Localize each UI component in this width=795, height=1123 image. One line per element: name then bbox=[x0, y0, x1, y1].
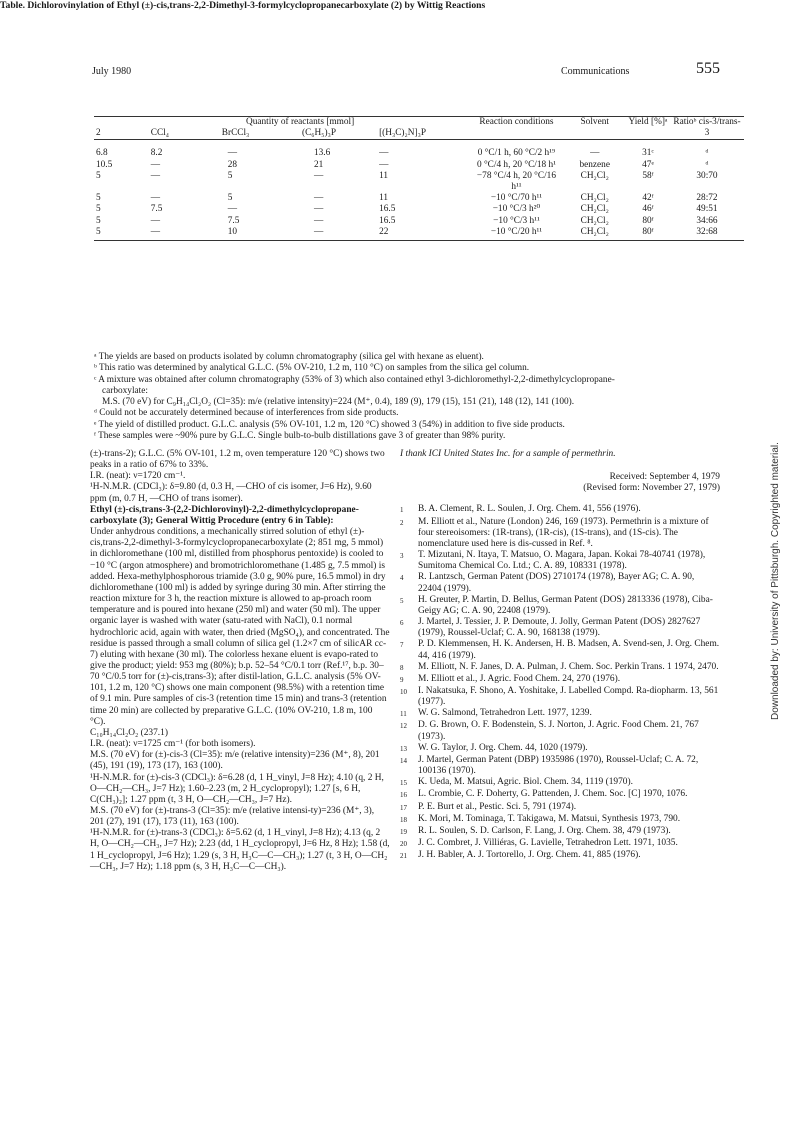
reference-text: P. D. Klemmensen, H. K. Andersen, H. B. Madsen, A. Svend-sen, J. Org. Chem. 44, 416 (1979). bbox=[418, 639, 720, 661]
reference-number: 3 bbox=[400, 552, 404, 561]
reference-number: 4 bbox=[400, 574, 404, 583]
reference-item bbox=[400, 595, 720, 617]
reference-text: W. G. Taylor, J. Org. Chem. 44, 1020 (1979). bbox=[418, 742, 588, 753]
reference-item bbox=[400, 838, 720, 850]
table-cell: 5 bbox=[96, 204, 101, 215]
table-cell: 11 bbox=[379, 170, 389, 181]
reference-text: K. Ueda, M. Matsui, Agric. Biol. Chem. 34, 1119 (1970). bbox=[418, 777, 633, 788]
reference-number: 21 bbox=[400, 852, 407, 861]
reference-item bbox=[400, 550, 720, 572]
table-cell: — bbox=[590, 148, 600, 159]
paragraph: ¹H-N.M.R. (CDCl₃): δ=9.80 (d, 0.3 H, —CHO of cis isomer, J=6 Hz), 9.60 ppm (m, 0.7 H, —CHO of trans isomer). bbox=[90, 482, 372, 504]
procedure-heading: Ethyl (±)-cis,trans-3-(2,2-Dichlorovinyl)-2,2-dimethylcyclopropane-carboxylate (3); General Wittig Procedure (entry 6 in Table): bbox=[90, 504, 359, 526]
table-cell: 49:51 bbox=[696, 204, 718, 215]
reference-item bbox=[400, 617, 720, 639]
table-cell: — bbox=[227, 148, 238, 159]
col-header: BrCCl₃ bbox=[221, 128, 250, 139]
paragraph: M.S. (70 eV) for (±)-cis-3 (Cl=35): m/e (relative intensity)=236 (M⁺, 8), 201 (45), 191 (19), 173 (17), 163 (100). bbox=[90, 750, 380, 772]
table-cell: 13.6 bbox=[313, 148, 331, 159]
table-cell: 5 bbox=[96, 193, 101, 204]
reference-number: 14 bbox=[400, 756, 407, 765]
reference-item bbox=[400, 662, 720, 674]
reference-item bbox=[400, 708, 720, 720]
reference-item bbox=[400, 826, 720, 838]
table-cell: −10 °C/70 h¹¹ bbox=[490, 193, 543, 204]
table-row bbox=[94, 216, 744, 227]
col-header: 2 bbox=[96, 128, 101, 139]
reference-item bbox=[400, 777, 720, 789]
table-cell: 16.5 bbox=[379, 204, 396, 215]
reference-item bbox=[400, 674, 720, 686]
reference-item bbox=[400, 572, 720, 594]
reference-number: 18 bbox=[400, 815, 407, 824]
reference-item bbox=[400, 504, 720, 516]
col-header: Ratioᵇ cis-3/trans-3 bbox=[673, 117, 741, 139]
watermark-text: Downloaded by: University of Pittsburgh. Copyrighted material. bbox=[770, 442, 781, 720]
reference-number: 15 bbox=[400, 779, 407, 788]
reference-number: 12 bbox=[400, 722, 407, 731]
col-header: (C₆H₅)₃P bbox=[301, 128, 336, 139]
table-cell: — bbox=[379, 148, 389, 159]
reference-item bbox=[400, 802, 720, 814]
table-cell: 28:72 bbox=[696, 193, 718, 204]
revised-date: (Revised form: November 27, 1979) bbox=[583, 483, 720, 494]
table-cell: −10 °C/20 h¹¹ bbox=[490, 226, 543, 237]
download-watermark bbox=[770, 180, 782, 720]
reference-number: 20 bbox=[400, 840, 407, 848]
reference-number: 19 bbox=[400, 827, 407, 836]
reference-number: 5 bbox=[400, 596, 404, 605]
table-cell: 0 °C/4 h, 20 °C/18 h¹ bbox=[476, 159, 556, 170]
table-cell: 31ᶜ bbox=[642, 148, 654, 159]
reference-number: 9 bbox=[400, 675, 404, 684]
footnote: ᶠ These samples were ~90% pure by G.L.C. Single bulb-to-bulb distillations gave 3 of greater than 98% purity. bbox=[94, 431, 506, 442]
reference-number: 11 bbox=[400, 710, 407, 719]
table-header-row bbox=[94, 117, 744, 129]
col-header: Solvent bbox=[580, 117, 609, 127]
table-cell: — bbox=[313, 170, 324, 181]
table-row bbox=[94, 148, 744, 159]
reference-number: 8 bbox=[400, 663, 404, 672]
running-date: July 1980 bbox=[92, 66, 132, 77]
table-cell: — bbox=[313, 204, 324, 215]
reference-item bbox=[400, 743, 720, 755]
table-cell: CH₂Cl₂ bbox=[580, 204, 609, 215]
table-cell: 10.5 bbox=[96, 159, 113, 170]
reference-number: 17 bbox=[400, 803, 407, 812]
reference-number: 6 bbox=[400, 619, 404, 628]
table-cell: 28 bbox=[227, 159, 238, 170]
table-cell: — bbox=[150, 215, 161, 226]
footnote: carboxylate: bbox=[102, 385, 148, 396]
reference-text: J. Martel, German Patent (DBP) 1935986 (1970), Roussel-Uclaf; C. A. 72, 100136 (1970). bbox=[418, 754, 699, 777]
table-cell: 8.2 bbox=[150, 148, 163, 159]
table-row bbox=[94, 193, 744, 204]
table-cell: 80ᶠ bbox=[642, 215, 654, 226]
reference-number: 1 bbox=[400, 506, 404, 515]
reference-number: 7 bbox=[400, 641, 404, 650]
table-cell: ᵈ bbox=[705, 159, 709, 170]
footnote: M.S. (70 eV) for C₉H₁₄Cl₂O₂ (Cl=35): m/e (relative intensity)=224 (M⁺, 0.4), 189 (9), 179 (15), 151 (21), 148 (12), 141 (100). bbox=[102, 397, 575, 408]
reference-text: P. E. Burt et al., Pestic. Sci. 5, 791 (1974). bbox=[418, 801, 577, 812]
paragraph: ¹H-N.M.R. for (±)-cis-3 (CDCl₃): δ=6.28 (d, 1 H_vinyl, J=8 Hz); 4.10 (q, 2 H, O—CH₂—CH₃, J=7 Hz); 1.60–2.23 (m, 2 H_cyclopropyl); 1.27 [s, 6 H, C(CH₃)₂]; 1.27 ppm (t, 3 H, O—CH₂—CH₃, J=7 Hz). bbox=[90, 772, 384, 805]
table-cell: −10 °C/3 h²⁰ bbox=[492, 204, 541, 215]
reference-text: I. Nakatsuka, F. Shono, A. Yoshitake, J. Labelled Compd. Ra-diopharm. 13, 561 (1977). bbox=[418, 685, 719, 708]
reference-number: 10 bbox=[400, 687, 407, 696]
col-header: CCl₄ bbox=[150, 128, 170, 139]
running-section: Communications bbox=[561, 66, 630, 77]
received-date: Received: September 4, 1979 bbox=[609, 472, 720, 483]
table-row bbox=[94, 171, 744, 193]
reference-text: T. Mizutani, N. Itaya, T. Matsuo, O. Magara, Japan. Kokai 78-40741 (1978), Sumitoma Chemical Co. Ltd.; C. A. 89, 108331 (1978). bbox=[418, 550, 706, 572]
table-cell: benzene bbox=[579, 159, 610, 170]
reference-item bbox=[400, 789, 720, 801]
acknowledgement: I thank ICI United States Inc. for a sample of permethrin. bbox=[400, 449, 616, 459]
table-cell: 11 bbox=[379, 193, 389, 204]
reference-text: H. Greuter, P. Martin, D. Bellus, German Patent (DOS) 2813336 (1978), Ciba-Geigy AG; C. A. 90, 22408 (1979). bbox=[418, 594, 713, 616]
right-column bbox=[400, 449, 720, 862]
table-cell: 16.5 bbox=[379, 215, 396, 226]
table-cell: 5 bbox=[227, 193, 233, 204]
table-cell: CH₂Cl₂ bbox=[580, 193, 609, 204]
footnote: ᵉ The yield of distilled product. G.L.C. analysis (5% OV-101, 1.2 m, 120 °C) showed 3 (54%) in addition to five side products. bbox=[94, 419, 565, 430]
paragraph: Under anhydrous conditions, a mechanically stirred solution of ethyl (±)-cis,trans-2,2-dimethyl-3-formylcyclopropanecarboxylate (2; 851 mg, 5 mmol) in dichloromethane (100 ml, distilled from phosphorus pentoxide) is cooled to −10 °C (argon atmosphere) and bromotrichloromethane (1.485 g, 7.5 mmol) is added. Hexa-methylphosphorous triamide (3.0 g, 90% pure, 16.5 mmol) in dry dichloromethane (100 ml) is added by syringe during 30 min. After stirring the reaction mixture for 3 h, the reaction mixture is allowed to ap-proach room temperature and is poured into hexane (250 ml) and water (50 ml). The upper organic layer is washed with water (satu-rated with NaCl), 0.1 normal hydrochloric acid, again with water, then dried (MgSO₄), and concentrated. The residue is passed through a small column of silica gel (1.2×7 cm of silicAR cc-7) eluting with hexane (30 ml). The colorless hexane eluent is evapo-rated to give the product; yield: 953 mg (80%); b.p. 52–54 °C/0.1 torr (Ref.¹⁷, b.p. 30–70 °C/0.5 torr for (±)-cis,trans-3); after distil-lation, G.L.C. analysis (5% OV-101, 1.2 m, 120 °C) shows one main component (98.5%) with a retention time of 9.1 min. Pure samples of cis-3 (retention time 15 min) and trans-3 (retention time 20 min) are collected by preparative G.L.C. (10% OV-210, 1.8 m, 100 °C). bbox=[90, 527, 390, 727]
col-header: [(H₃C)₂N]₃P bbox=[379, 128, 426, 139]
table-cell: 10 bbox=[227, 226, 238, 237]
reference-text: J. Martel, J. Tessier, J. P. Demoute, J. Jolly, German Patent (DOS) 2827627 (1979), Roussel-Uclaf; C. A. 90, 168138 (1979). bbox=[418, 617, 701, 639]
formula: C₁₀H₁₄Cl₂O₂ (237.1) bbox=[90, 727, 168, 738]
reference-item bbox=[400, 755, 720, 777]
table-cell: 42ᶠ bbox=[642, 193, 654, 204]
table-cell: — bbox=[150, 193, 161, 204]
reference-text: R. Lantzsch, German Patent (DOS) 2710174 (1978), Bayer AG; C. A. 90, 22404 (1979). bbox=[418, 572, 695, 594]
reference-text: L. Crombie, C. F. Doherty, G. Pattenden, J. Chem. Soc. [C] 1970, 1076. bbox=[418, 789, 688, 800]
paragraph: M.S. (70 eV) for (±)-trans-3 (Cl=35): m/e (relative intensi-ty)=236 (M⁺, 3), 201 (27), 191 (17), 173 (11), 163 (100). bbox=[90, 806, 375, 828]
table-cell: −78 °C/4 h, 20 °C/16 h¹¹ bbox=[476, 170, 556, 193]
table-cell: CH₂Cl₂ bbox=[580, 170, 609, 181]
table-cell: — bbox=[150, 226, 161, 237]
reference-text: R. L. Soulen, S. D. Carlson, F. Lang, J. Org. Chem. 38, 479 (1973). bbox=[418, 825, 671, 836]
table-caption: Table. Dichlorovinylation of Ethyl (±)-cis,trans-2,2-Dimethyl-3-formylcyclopropanecarboxylate (2) by Wittig Reactions bbox=[0, 0, 486, 11]
reference-text: J. C. Combret, J. Villiéras, G. Lavielle, Tetrahedron Lett. 1971, 1035. bbox=[418, 838, 678, 848]
table-row bbox=[94, 160, 744, 171]
table-cell: 30:70 bbox=[696, 170, 718, 181]
col-header: Yield [%]ᵃ bbox=[628, 117, 668, 127]
paragraph: I.R. (neat): ν=1725 cm⁻¹ (for both isomers). bbox=[90, 739, 256, 750]
reference-item bbox=[400, 686, 720, 708]
reference-number: 16 bbox=[400, 791, 407, 800]
footnote: ᵇ This ratio was determined by analytical G.L.C. (5% OV-210, 1.2 m, 110 °C) on samples from the silica gel column. bbox=[94, 363, 530, 374]
table-cell: 5 bbox=[96, 170, 101, 181]
table-cell: 21 bbox=[313, 159, 324, 170]
reference-text: B. A. Clement, R. L. Soulen, J. Org. Chem. 41, 556 (1976). bbox=[418, 504, 641, 515]
reference-item bbox=[400, 814, 720, 826]
table-cell: — bbox=[313, 193, 324, 204]
table-footnotes bbox=[94, 352, 744, 442]
footnote: ᵈ Could not be accurately determined because of interferences from side products. bbox=[94, 408, 399, 419]
table-cell: — bbox=[227, 204, 238, 215]
table-cell: 80ᶠ bbox=[642, 226, 654, 237]
reference-item bbox=[400, 850, 720, 862]
reference-text: J. H. Babler, A. J. Tortorello, J. Org. Chem. 41, 885 (1976). bbox=[418, 850, 641, 861]
table-cell: 34:66 bbox=[696, 215, 718, 226]
table-cell: 46ᶠ bbox=[642, 204, 654, 215]
table-cell: 6.8 bbox=[96, 148, 108, 159]
reference-item bbox=[400, 639, 720, 661]
paragraph: (±)-trans-2); G.L.C. (5% OV-101, 1.2 m, oven temperature 120 °C) shows two peaks in a ratio of 67% to 33%. bbox=[90, 449, 385, 471]
table-cell: 22 bbox=[379, 226, 389, 237]
reference-item bbox=[400, 517, 720, 550]
col-header: Reaction conditions bbox=[479, 117, 554, 127]
table-cell: CH₂Cl₂ bbox=[580, 226, 609, 237]
reference-text: M. Elliott et al., Nature (London) 246, 169 (1973). Permethrin is a mixture of four stereoisomers: (1R-trans), (1R-cis), (1S-trans), and (1S-cis). The nomenclature used here is dis-cussed in Ref. ⁸. bbox=[418, 516, 709, 549]
table-cell: 7.5 bbox=[150, 204, 163, 215]
table-cell: ᵈ bbox=[705, 148, 709, 159]
reference-number: 2 bbox=[400, 518, 404, 527]
table-cell: — bbox=[150, 170, 161, 181]
table-cell: 5 bbox=[96, 226, 101, 237]
reference-number: 13 bbox=[400, 744, 407, 753]
reference-item bbox=[400, 720, 720, 742]
table-cell: 5 bbox=[227, 170, 233, 181]
data-table bbox=[94, 116, 744, 241]
table-cell: — bbox=[313, 215, 324, 226]
table-cell: 32:68 bbox=[696, 226, 718, 237]
table-cell: — bbox=[150, 159, 161, 170]
table-row bbox=[94, 227, 744, 238]
table-row bbox=[94, 204, 744, 215]
page-number: 555 bbox=[696, 60, 720, 77]
reference-list bbox=[400, 504, 720, 862]
paragraph: I.R. (neat): ν=1720 cm⁻¹. bbox=[90, 471, 186, 482]
reference-text: M. Elliott, N. F. Janes, D. A. Pulman, J. Chem. Soc. Perkin Trans. 1 1974, 2470. bbox=[418, 661, 719, 672]
footnote: ᵃ The yields are based on products isolated by column chromatography (silica gel with hexane as eluent). bbox=[94, 352, 484, 362]
table-cell: 58ᶠ bbox=[642, 170, 654, 181]
table-cell: 0 °C/1 h, 60 °C/2 h¹⁹ bbox=[477, 148, 556, 159]
left-column bbox=[90, 449, 390, 873]
paragraph: ¹H-N.M.R. for (±)-trans-3 (CDCl₃): δ=5.62 (d, 1 H_vinyl, J=8 Hz); 4.13 (q, 2 H, O—CH₂—CH₃, J=7 Hz); 2.23 (dd, 1 H_cyclopropyl, J=6 Hz, 8 Hz); 1.58 (d, 1 H_cyclopropyl, J=6 Hz); 1.29 (s, 3 H, H₃C—C—CH₃); 1.27 (t, 3 H, O—CH₂—CH₃, J=7 Hz); 1.18 ppm (s, 3 H, H₃C—C—CH₃). bbox=[90, 828, 390, 872]
table-cell: 5 bbox=[96, 215, 101, 226]
reference-text: M. Elliott et al., J. Agric. Food Chem. 24, 270 (1976). bbox=[418, 673, 621, 684]
reference-text: K. Mori, M. Tominaga, T. Takigawa, M. Matsui, Synthesis 1973, 790. bbox=[418, 813, 681, 824]
table-cell: — bbox=[379, 159, 389, 170]
table-cell: −10 °C/3 h¹¹ bbox=[493, 215, 540, 226]
table-cell: 7.5 bbox=[227, 215, 240, 226]
table-cell: — bbox=[313, 226, 324, 237]
reference-text: W. G. Salmond, Tetrahedron Lett. 1977, 1239. bbox=[418, 708, 592, 719]
table-cell: 47ᵉ bbox=[642, 159, 654, 170]
footnote: ᶜ A mixture was obtained after column chromatography (53% of 3) which also contained ethyl 3-dichloromethyl-2,2-dimethylcyclopropane- bbox=[94, 374, 615, 385]
reference-text: D. G. Brown, O. F. Bodenstein, S. J. Norton, J. Agric. Food Chem. 21, 767 (1973). bbox=[418, 720, 699, 742]
table-cell: CH₂Cl₂ bbox=[580, 215, 609, 226]
group-header: Quantity of reactants [mmol] bbox=[246, 117, 355, 127]
